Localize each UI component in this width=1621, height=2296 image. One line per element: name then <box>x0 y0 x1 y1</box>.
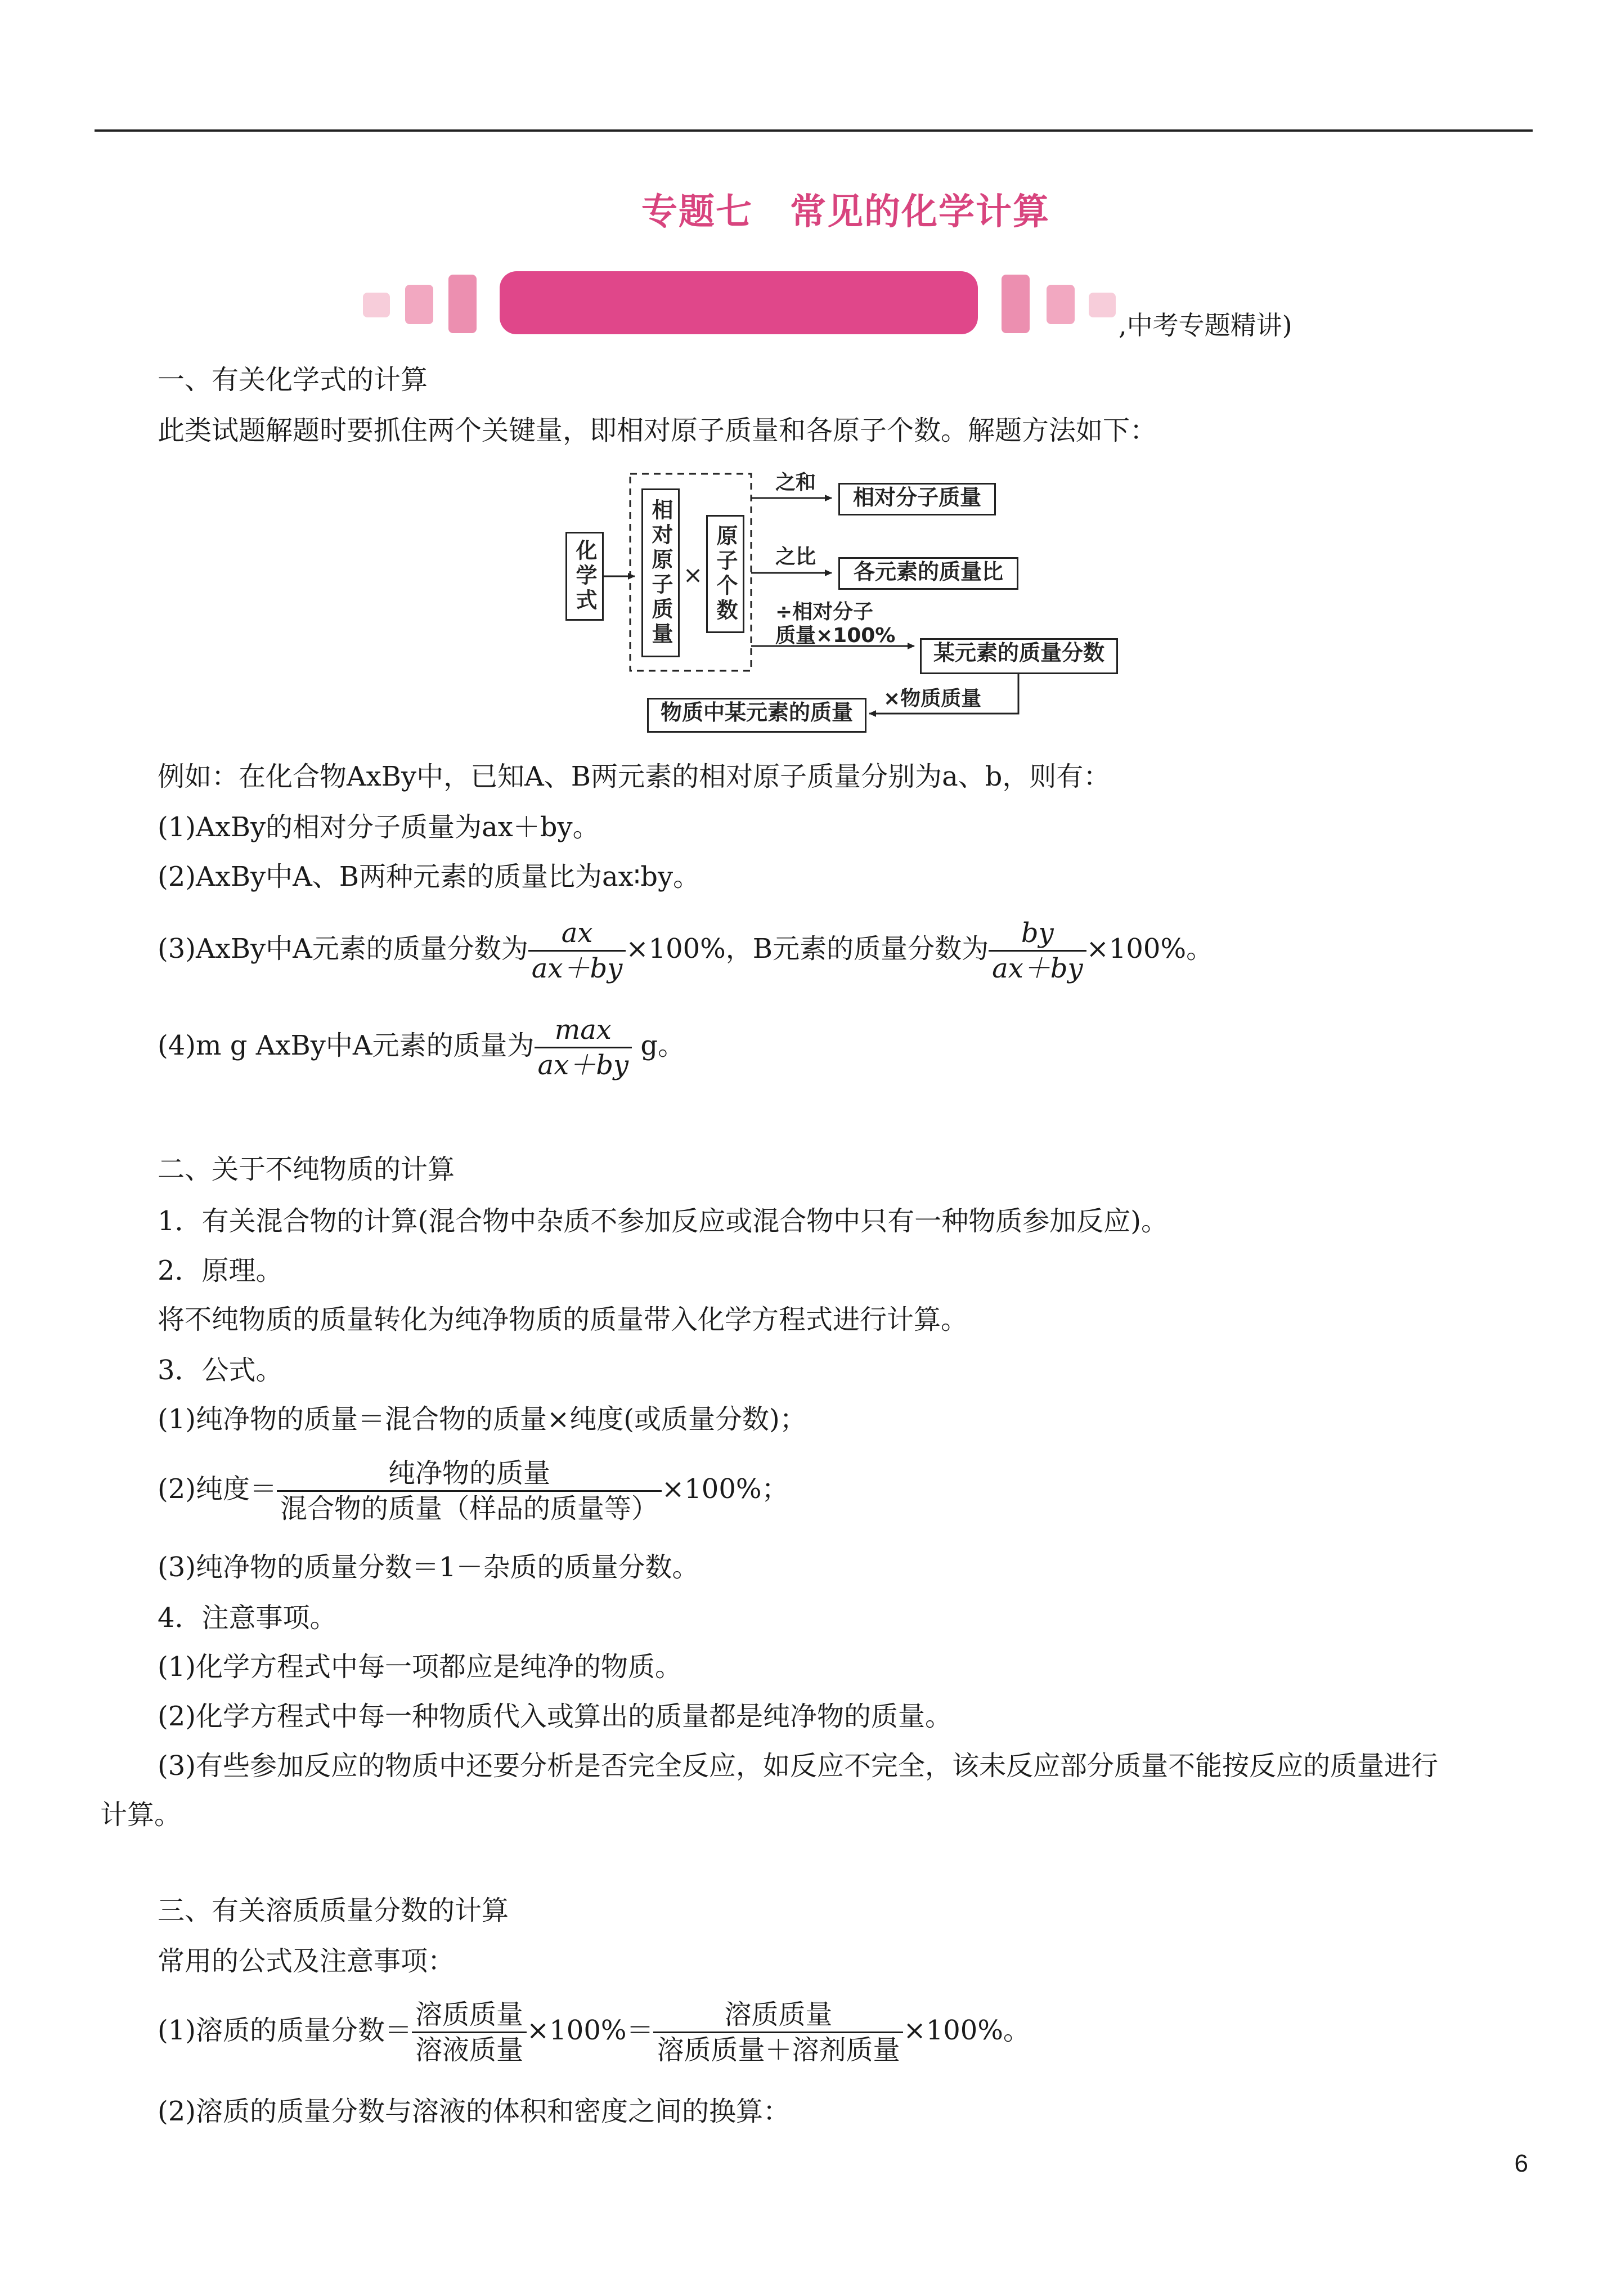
section2-p7: (3)纯净物的质量分数＝1－杂质的质量分数。 <box>158 1551 699 1583</box>
fraction-purity-den: 混合物的质量（样品的质量等） <box>277 1490 662 1526</box>
section3-formula-1 <box>158 1998 1030 2067</box>
section2-p5: (1)纯净物的质量＝混合物的质量×纯度(或质量分数)； <box>158 1403 807 1435</box>
diagram-lines <box>0 0 1621 788</box>
section2-p1: 1．有关混合物的计算(混合物中杂质不参加反应或混合物中只有一种物质参加反应)。 <box>158 1205 1168 1237</box>
banner-caption: ,中考专题精讲) <box>1119 310 1292 340</box>
section2-p12: 计算。 <box>100 1799 182 1831</box>
fraction-purity <box>277 1456 662 1526</box>
section1-example: 例如：在化合物AxBy中，已知A、B两元素的相对原子质量分别为a、b，则有： <box>158 761 1111 792</box>
section2-p9: (1)化学方程式中每一项都应是纯净的物质。 <box>158 1651 682 1683</box>
section1-item-2: (2)AxBy中A、B两种元素的质量比为ax∶by。 <box>158 861 701 893</box>
item4-text-b: g。 <box>632 1030 685 1061</box>
fraction-solute-2 <box>653 1998 903 2067</box>
fraction-b-num: by <box>1021 917 1054 949</box>
element-mass-box: 物质中某元素的质量 <box>647 698 866 733</box>
section1-item-4 <box>158 1013 685 1082</box>
section2-p2: 2．原理。 <box>158 1255 283 1286</box>
fraction-a <box>528 916 626 985</box>
p6-text-a: (2)纯度＝ <box>158 1473 277 1505</box>
fraction-solute-2-den: 溶质质量＋溶剂质量 <box>653 2032 903 2067</box>
times-sign: × <box>683 561 703 589</box>
page-title: 专题七 常见的化学计算 <box>641 191 1050 233</box>
item3-text-b: ×100%，B元素的质量分数为 <box>626 933 989 965</box>
mass-fraction-box: 某元素的质量分数 <box>920 638 1118 674</box>
section2-p10: (2)化学方程式中每一种物质代入或算出的质量都是纯净物的质量。 <box>158 1701 952 1732</box>
label-sum: 之和 <box>775 471 816 494</box>
section2-p8: 4．注意事项。 <box>158 1602 337 1634</box>
section1-item-1: (1)AxBy的相对分子质量为ax＋by。 <box>158 811 600 843</box>
label-ratio: 之比 <box>775 545 816 568</box>
atomic-mass-box: 相对原子质量 <box>641 488 680 657</box>
fraction-c-num: max <box>554 1014 612 1046</box>
item4-text-a: (4)m g AxBy中A元素的质量为 <box>158 1030 535 1061</box>
section2-p4: 3．公式。 <box>158 1355 283 1386</box>
fraction-a-num: ax <box>561 917 593 949</box>
label-divide-2: 质量×100% <box>775 624 896 647</box>
page-number: 6 <box>1514 2150 1528 2177</box>
section3-intro: 常用的公式及注意事项： <box>158 1945 455 1977</box>
fraction-solute-1-den: 溶液质量 <box>412 2032 527 2067</box>
section2-p6 <box>158 1456 788 1526</box>
item3-text-a: (3)AxBy中A元素的质量分数为 <box>158 933 528 965</box>
section2-p11: (3)有些参加反应的物质中还要分析是否完全反应，如反应不完全，该未反应部分质量不能按反应的质量进行 <box>158 1750 1438 1782</box>
fraction-solute-1-num: 溶质质量 <box>415 1999 524 2030</box>
section1-intro: 此类试题解题时要抓住两个关键量，即相对原子质量和各原子个数。解题方法如下： <box>158 415 1157 446</box>
f1-text-c: ×100%。 <box>903 2015 1030 2046</box>
fraction-purity-num: 纯净物的质量 <box>388 1458 551 1489</box>
section1-item-3 <box>158 916 1213 985</box>
fraction-a-den: ax＋by <box>528 950 626 985</box>
molecular-mass-box: 相对分子质量 <box>838 483 996 515</box>
label-divide-1: ÷相对分子 <box>775 600 874 624</box>
mass-ratio-box: 各元素的质量比 <box>838 557 1018 590</box>
section2-p3: 将不纯物质的质量转化为纯净物质的质量带入化学方程式进行计算。 <box>158 1304 968 1335</box>
p6-text-b: ×100%； <box>662 1473 789 1505</box>
fraction-b-den: ax＋by <box>989 950 1086 985</box>
f1-text-b: ×100%＝ <box>527 2015 654 2046</box>
fraction-c-den: ax＋by <box>535 1047 632 1082</box>
section-heading-1: 一、有关化学式的计算 <box>158 364 428 396</box>
item3-text-c: ×100%。 <box>1086 933 1214 965</box>
section-heading-3: 三、有关溶质质量分数的计算 <box>158 1895 509 1926</box>
formula-box: 化学式 <box>565 532 604 621</box>
fraction-solute-1 <box>412 1998 527 2067</box>
fraction-solute-2-num: 溶质质量 <box>724 1999 833 2030</box>
atom-count-box: 原子个数 <box>706 515 744 633</box>
section-heading-2: 二、关于不纯物质的计算 <box>158 1154 455 1185</box>
fraction-b <box>989 916 1086 985</box>
f1-text-a: (1)溶质的质量分数＝ <box>158 2015 412 2046</box>
label-times-mass: ×物质质量 <box>883 687 982 710</box>
fraction-c <box>535 1013 632 1082</box>
section3-formula-2: (2)溶质的质量分数与溶液的体积和密度之间的换算： <box>158 2096 790 2127</box>
